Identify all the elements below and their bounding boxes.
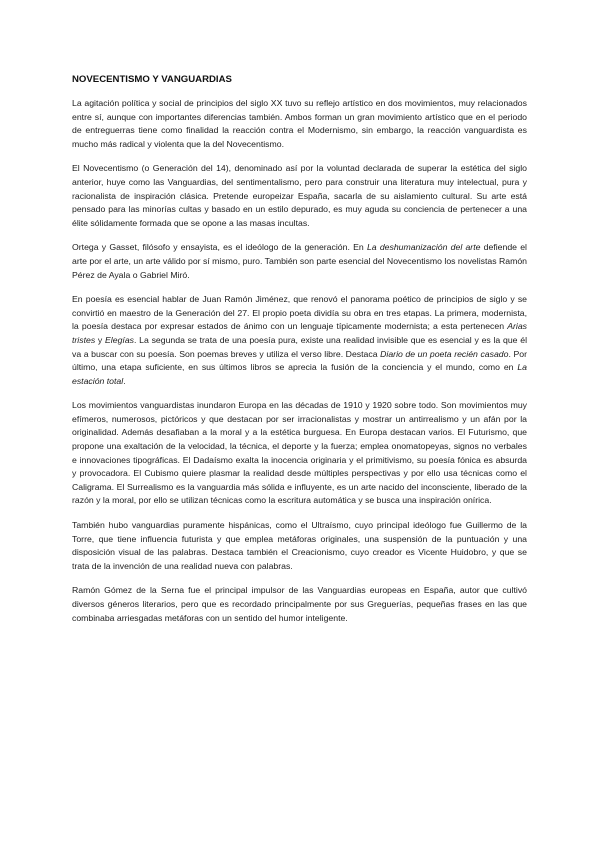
- text-run: defiende el arte por el arte, un arte válido por sí mismo, puro. También son parte esencial del Novecentismo los novelistas Ramón Pérez de Ayala o Gabriel Miró.: [72, 242, 527, 280]
- document-page: [72, 74, 527, 636]
- book-title: Elegías: [105, 334, 134, 345]
- book-title: Diario de un poeta recién casado: [380, 348, 509, 359]
- text-run: . Por último, una etapa suficiente, en sus últimos libros se aprecia la fusión de la conciencia y el mundo, como en: [72, 348, 527, 373]
- text-run: Ortega y Gasset, filósofo y ensayista, es el ideólogo de la generación. En: [72, 242, 367, 253]
- paragraph-gomez-serna: Ramón Gómez de la Serna fue el principal impulsor de las Vanguardias europeas en España, autor que cultivó diversos géneros literarios, pero que es recordado principalmente por sus Greguerías, pequeñas frases en las que combinaba arriesgadas metáforas con un sentido del humor inteligente.: [72, 585, 527, 623]
- text-run: .: [123, 375, 126, 386]
- paragraph-hispanicas: También hubo vanguardias puramente hispánicas, como el Ultraísmo, cuyo principal ideólogo fue Guillermo de la Torre, que tiene influencia futurista y que emplea metáforas originales, una suspensión de la puntuación y una disposición visual de las palabras. Destaca también el Creacionismo, cuyo creador es Vicente Huidobro, y que se trata de la invención de una realidad nueva con palabras.: [72, 520, 527, 571]
- paragraph-juan-ramon: [72, 293, 527, 388]
- paragraph-novecentismo: El Novecentismo (o Generación del 14), denominado así por la voluntad declarada de superar la estética del siglo anterior, huye como las Vanguardias, del sentimentalismo, pero para construir una literatura muy intelectual, pura y racionalista de inspiración clásica. Pretende europeizar España, sacarla de su aislamiento cultural. Su arte está pensado para las minorías cultas y basado en un estilo depurado, es muy aguda su conciencia de pertenecer a una élite sólidamente formada que se opone a las masas incultas.: [72, 163, 527, 228]
- text-run: En poesía es esencial hablar de Juan Ramón Jiménez, que renovó el panorama poético de principios de siglo y se convirtió en maestro de la Generación del 27. El propio poeta dividía su obra en tres etapas. La primera, modernista, la poesía destaca por expresar estados de ánimo con un lenguaje típicamente modernista; a esta pertenecen: [72, 294, 527, 332]
- text-run: y: [95, 334, 106, 345]
- document-title: NOVECENTISMO Y VANGUARDIAS: [72, 74, 232, 85]
- book-title: La estación total: [72, 362, 527, 386]
- paragraph-vanguardias: Los movimientos vanguardistas inundaron Europa en las décadas de 1910 y 1920 sobre todo. Son movimientos muy efímeros, numerosos, pictóricos y que destacan por ser irracionalistas y mostrar un antirrealismo y un afán por la originalidad. Además desafiaban a la moral y a la estética burguesa. En Europa destacan varios. El Futurismo, que propone una exaltación de la velocidad, la técnica, el deporte y la fuerza; emplea onomatopeyas, signos no verbales e innovaciones tipográficas. El Dadaísmo exalta la inocencia originaria y el primitivismo, su poesía fónica es absurda y provocadora. El Cubismo quiere plasmar la realidad desde múltiples perspectivas y por ello usa técnicas como el Caligrama. El Surrealismo es la vanguardia más sólida e influyente, es un arte nacido del inconsciente, liberado de la razón y la moral, por ello se utilizan técnicas como la escritura automática y se busca una inspiración onírica.: [72, 400, 527, 506]
- text-run: . La segunda se trata de una poesía pura, existe una realidad invisible que es esencial y es la que él va a buscar con su poesía. Son poemas breves y utiliza el verso libre. Destaca: [72, 334, 528, 359]
- book-title: La deshumanización del arte: [366, 242, 481, 253]
- paragraph-intro: La agitación política y social de principios del siglo XX tuvo su reflejo artístico en dos movimientos, muy relacionados entre sí, aunque con importantes diferencias también. Ambos forman un gran movimiento artístico que en el periodo de entreguerras tiene como finalidad la reacción contra el Modernismo, sin embargo, la reacción vanguardista es mucho más radical y violenta que la del Novecentismo.: [72, 98, 527, 149]
- paragraph-ortega: [72, 241, 527, 282]
- book-title: Arias tristes: [72, 321, 527, 345]
